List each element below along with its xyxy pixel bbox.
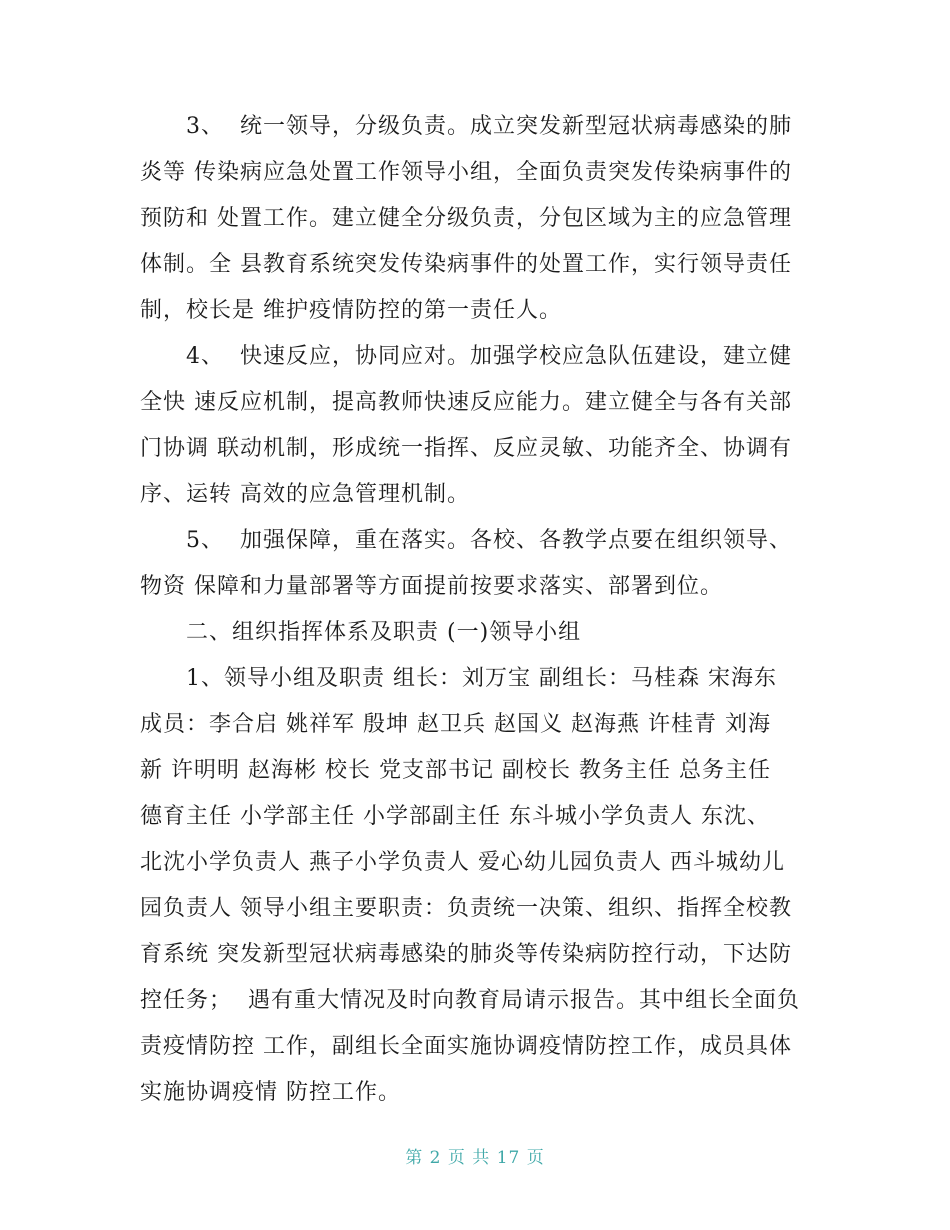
section-heading	[140, 610, 812, 656]
document-body	[140, 104, 812, 1116]
text-line: 责疫情防控 工作，副组长全面实施协调疫情防控工作，成员具体	[140, 1034, 792, 1059]
text-line: 控任务； 遇有重大情况及时向教育局请示报告。其中组长全面负	[140, 988, 800, 1013]
text-line: 体制。全 县教育系统突发传染病事件的处置工作，实行领导责任	[140, 252, 792, 277]
footer-suffix: 页	[526, 1148, 545, 1168]
text-line: 炎等 传染病应急处置工作领导小组，全面负责突发传染病事件的	[140, 160, 792, 185]
paragraph-principle-3	[140, 104, 812, 334]
text-line: 3、 统一领导，分级负责。成立突发新型冠状病毒感染的肺	[186, 114, 792, 139]
text-line: 园负责人 领导小组主要职责：负责统一决策、组织、指挥全校教	[140, 896, 792, 921]
footer-middle: 页 共	[447, 1148, 491, 1168]
paragraph-principle-5	[140, 518, 812, 610]
text-line: 序、运转 高效的应急管理机制。	[140, 482, 470, 507]
page-footer	[0, 1143, 950, 1168]
text-line: 育系统 突发新型冠状病毒感染的肺炎等传染病防控行动，下达防	[140, 942, 792, 967]
paragraph-principle-4	[140, 334, 812, 518]
text-line: 新 许明明 赵海彬 校长 党支部书记 副校长 教务主任 总务主任	[140, 758, 771, 783]
text-line: 1、领导小组及职责 组长：刘万宝 副组长：马桂森 宋海东	[186, 666, 777, 691]
text-line: 4、 快速反应，协同应对。加强学校应急队伍建设，建立健	[186, 344, 792, 369]
text-line: 实施协调疫情 防控工作。	[140, 1080, 401, 1105]
text-line: 门协调 联动机制，形成统一指挥、反应灵敏、功能齐全、协调有	[140, 436, 792, 461]
paragraph-leadership-group	[140, 656, 812, 1116]
footer-prefix: 第	[405, 1148, 424, 1168]
text-line: 制，校长是 维护疫情防控的第一责任人。	[140, 298, 562, 323]
text-line: 全快 速反应机制，提高教师快速反应能力。建立健全与各有关部	[140, 390, 792, 415]
text-line: 5、 加强保障，重在落实。各校、各教学点要在组织领导、	[186, 528, 792, 553]
text-line: 物资 保障和力量部署等方面提前按要求落实、部署到位。	[140, 574, 723, 599]
text-line: 德育主任 小学部主任 小学部副主任 东斗城小学负责人 东沈、	[140, 804, 770, 829]
total-pages-number: 17	[496, 1148, 521, 1168]
text-line: 预防和 处置工作。建立健全分级负责，分包区域为主的应急管理	[140, 206, 792, 231]
text-line: 北沈小学负责人 燕子小学负责人 爱心幼儿园负责人 西斗城幼儿	[140, 850, 785, 875]
current-page-number: 2	[429, 1148, 442, 1168]
heading-line: 二、组织指挥体系及职责 (一)领导小组	[186, 620, 582, 645]
text-line: 成员：李合启 姚祥军 殷坤 赵卫兵 赵国义 赵海燕 许桂青 刘海	[140, 712, 771, 737]
